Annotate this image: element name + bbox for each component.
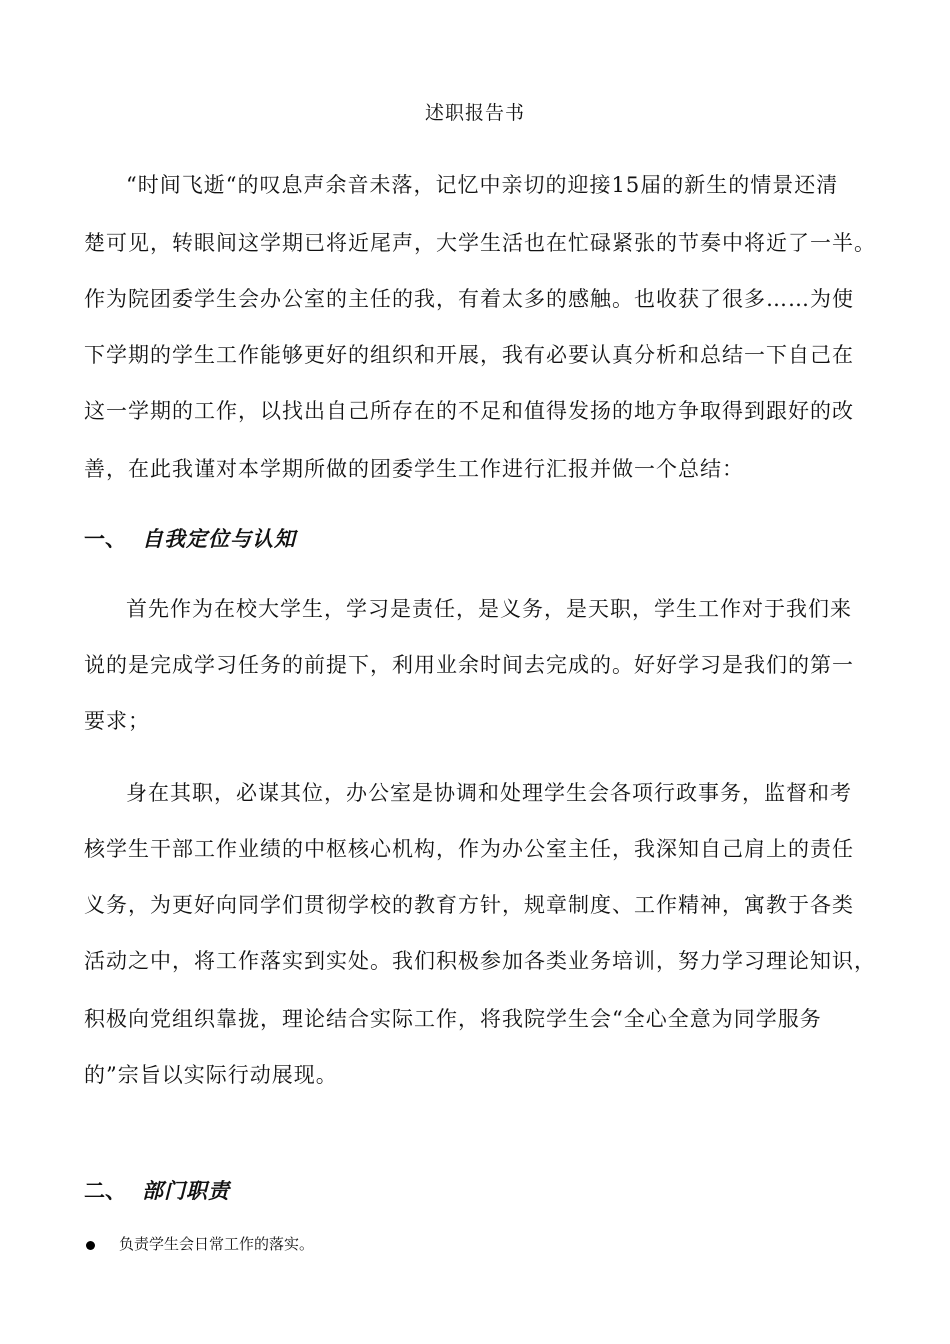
body-line: 说的是完成学习任务的前提下，利用业余时间去完成的。好好学习是我们的第一	[84, 653, 854, 677]
section-number: 二、	[84, 1178, 126, 1203]
intro-line: 楚可见，转眼间这学期已将近尾声，大学生活也在忙碌紧张的节奏中将近了一半。	[84, 231, 876, 255]
body-line: 活动之中，将工作落实到实处。我们积极参加各类业务培训，努力学习理论知识，	[84, 949, 876, 973]
intro-line: 下学期的学生工作能够更好的组织和开展，我有必要认真分析和总结一下自己在	[84, 343, 854, 367]
intro-line: 善，在此我谨对本学期所做的团委学生工作进行汇报并做一个总结：	[84, 457, 744, 481]
body-line: 要求；	[84, 709, 150, 733]
section-title: 部门职责	[142, 1178, 230, 1203]
bullet-text: 负责学生会日常工作的落实。	[119, 1235, 315, 1253]
section-heading	[84, 1176, 230, 1206]
intro-line: 作为院团委学生会办公室的主任的我，有着太多的感触。也收获了很多……为使	[84, 287, 854, 311]
bullet-item	[84, 1232, 314, 1256]
section-heading	[84, 524, 296, 554]
document-title: 述职报告书	[424, 102, 525, 124]
body-line: 首先作为在校大学生，学习是责任，是义务，是天职，学生工作对于我们来	[126, 597, 852, 621]
section-title: 自我定位与认知	[142, 526, 296, 551]
intro-line: 这一学期的工作，以找出自己所存在的不足和值得发扬的地方争取得到跟好的改	[84, 399, 854, 423]
body-line: 义务，为更好向同学们贯彻学校的教育方针，规章制度、工作精神，寓教于各类	[84, 893, 854, 917]
section-number: 一、	[84, 526, 126, 551]
body-line: 积极向党组织靠拢，理论结合实际工作，将我院学生会“全心全意为同学服务	[84, 1007, 822, 1031]
body-line: 身在其职，必谋其位，办公室是协调和处理学生会各项行政事务，监督和考	[126, 781, 852, 805]
intro-line: “时间飞逝“的叹息声余音未落，记忆中亲切的迎接15届的新生的情景还清	[126, 173, 839, 197]
body-line: 核学生干部工作业绩的中枢核心机构，作为办公室主任，我深知自己肩上的责任	[84, 837, 854, 861]
bullet-icon	[86, 1241, 95, 1250]
body-line: 的”宗旨以实际行动展现。	[84, 1063, 338, 1087]
